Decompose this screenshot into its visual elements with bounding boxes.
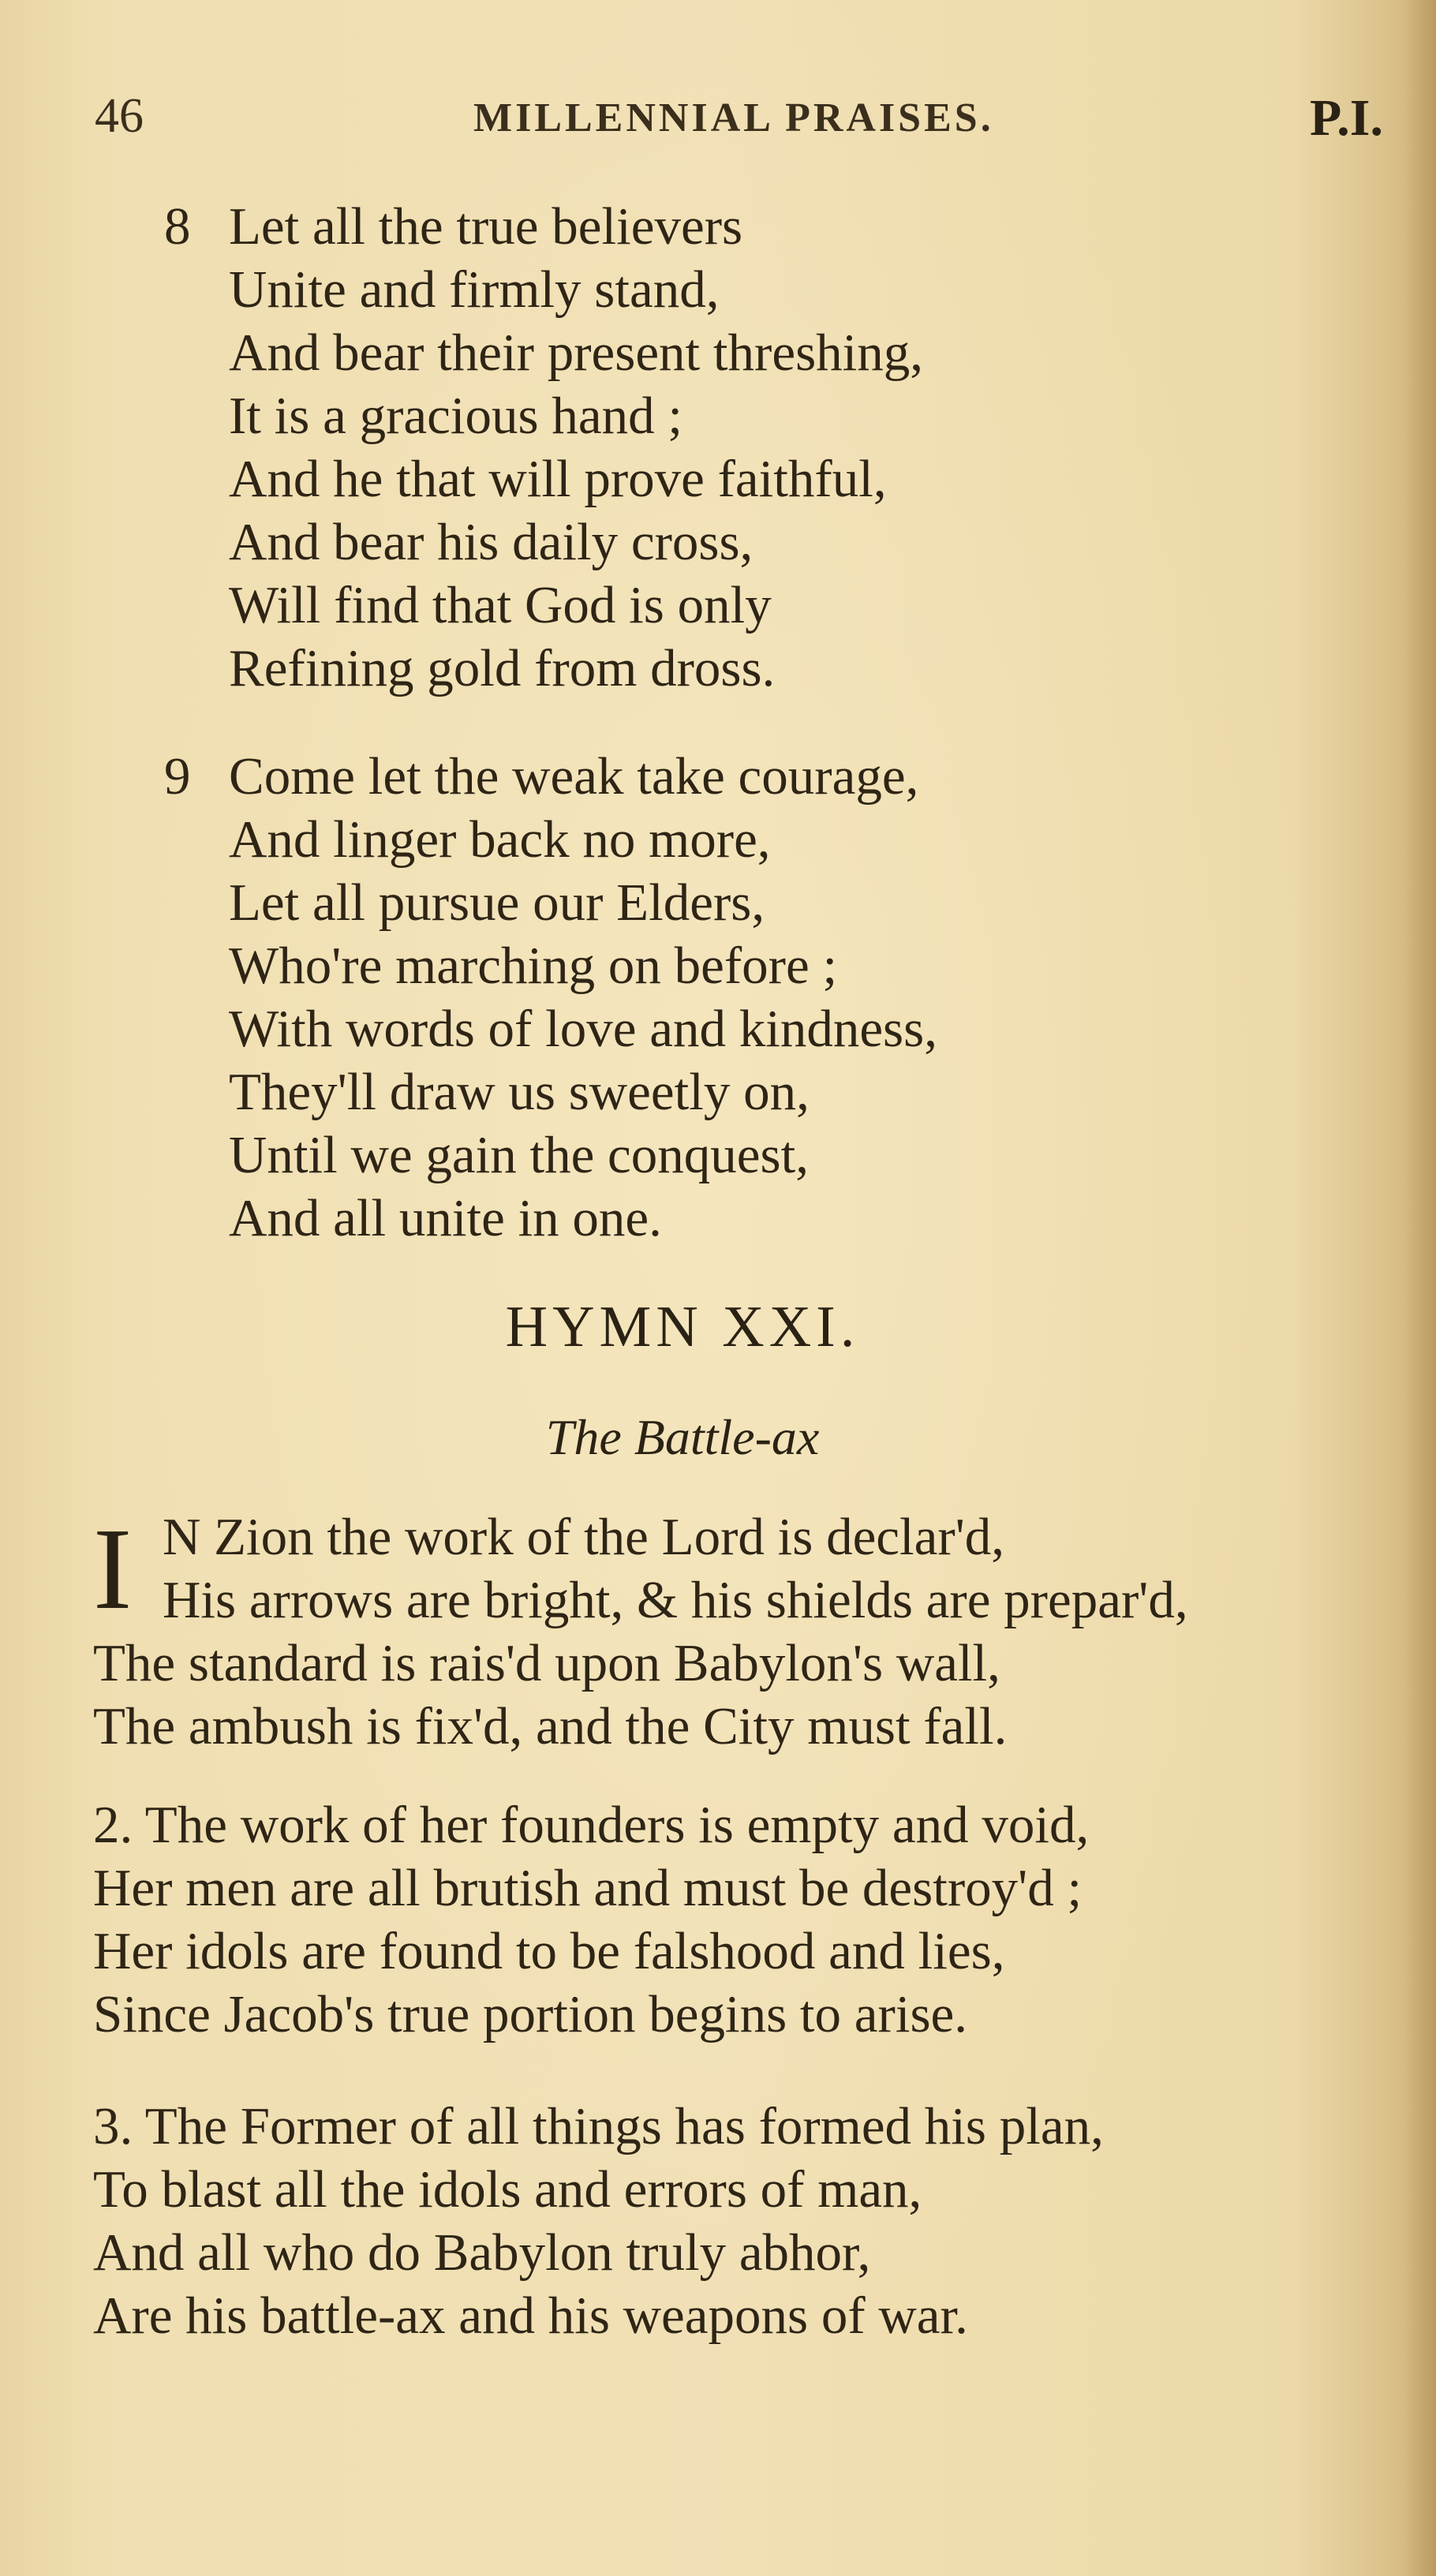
verse-line: Since Jacob's true portion begins to arise. bbox=[93, 1985, 968, 2043]
verse-line: Who're marching on before ; bbox=[229, 937, 838, 995]
verse-line: Her men are all brutish and must be destroy'd ; bbox=[93, 1859, 1083, 1917]
verse-line: And all who do Babylon truly abhor, bbox=[93, 2223, 871, 2282]
verse-line: Until we gain the conquest, bbox=[229, 1126, 809, 1184]
verse-line: 2. The work of her founders is empty and void, bbox=[93, 1796, 1090, 1854]
verse-line: Come let the weak take courage, bbox=[229, 747, 919, 806]
stanza-number: 9 bbox=[164, 747, 191, 806]
verse-line: His arrows are bright, & his shields are prepar'd, bbox=[163, 1571, 1188, 1629]
page-number: 46 bbox=[95, 89, 144, 143]
verse-line: Refining gold from dross. bbox=[229, 639, 776, 697]
verse-1 bbox=[93, 1505, 1419, 1758]
verse-line: Let all the true believers bbox=[229, 197, 743, 256]
verse-line: And bear their present threshing, bbox=[229, 323, 924, 382]
stanza-8 bbox=[164, 195, 1255, 700]
verse-line: Her idols are found to be falshood and lies, bbox=[93, 1922, 1005, 1980]
running-title: MILLENNIAL PRAISES. bbox=[473, 95, 994, 140]
page-header bbox=[95, 88, 1397, 151]
stanza-number: 8 bbox=[164, 197, 191, 256]
hymn-title: HYMN XXI. bbox=[505, 1295, 860, 1359]
verse-line: The ambush is fix'd, and the City must fall. bbox=[93, 1697, 1008, 1755]
signature-mark: P.I. bbox=[1310, 89, 1383, 147]
verse-line: And he that will prove faithful, bbox=[229, 450, 887, 508]
verse-line: They'll draw us sweetly on, bbox=[229, 1063, 810, 1121]
verse-line: And bear his daily cross, bbox=[229, 513, 754, 571]
verse-3 bbox=[93, 2095, 1419, 2347]
hymn-subtitle: The Battle-ax bbox=[545, 1409, 820, 1465]
verse-line: And linger back no more, bbox=[229, 810, 771, 869]
verse-line: Let all pursue our Elders, bbox=[229, 873, 765, 932]
verse-line: Are his battle-ax and his weapons of war. bbox=[93, 2286, 968, 2345]
verse-line: It is a gracious hand ; bbox=[229, 387, 682, 445]
verse-line: Unite and firmly stand, bbox=[229, 260, 720, 319]
stanza-9 bbox=[164, 745, 1255, 1250]
verse-line: N Zion the work of the Lord is declar'd, bbox=[163, 1508, 1005, 1566]
verse-2 bbox=[93, 1793, 1419, 2046]
drop-cap: I bbox=[93, 1505, 133, 1634]
verse-line: And all unite in one. bbox=[229, 1189, 662, 1247]
verse-line: To blast all the idols and errors of man, bbox=[93, 2160, 922, 2219]
verse-line: 3. The Former of all things has formed his plan, bbox=[93, 2097, 1104, 2155]
verse-line: Will find that God is only bbox=[229, 576, 772, 634]
verse-line: With words of love and kindness, bbox=[229, 1000, 937, 1058]
verse-line: The standard is rais'd upon Babylon's wall, bbox=[93, 1634, 1000, 1692]
